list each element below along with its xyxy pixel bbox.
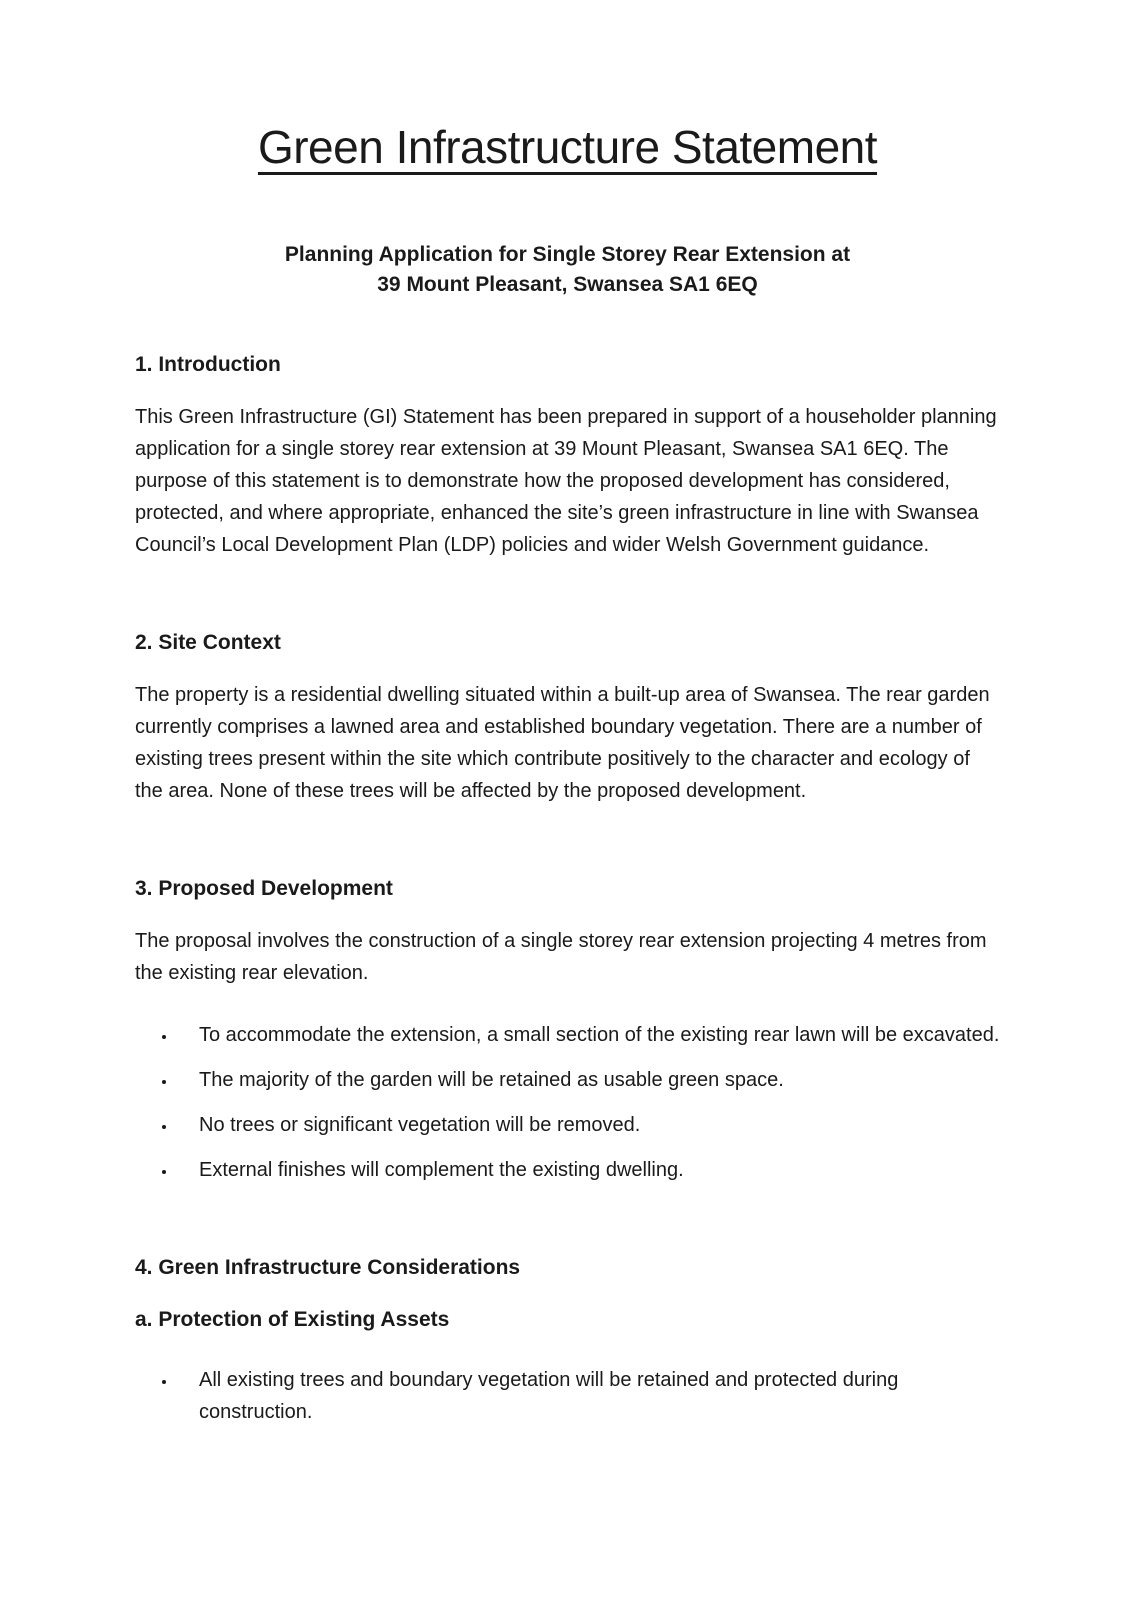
bullet-item: • To accommodate the extension, a small section of the existing rear lawn will be excavated.: [177, 1019, 1000, 1051]
bullet-item: • No trees or significant vegetation will be removed.: [177, 1109, 1000, 1141]
section-heading: 4. Green Infrastructure Considerations: [135, 1255, 521, 1279]
section-heading: 1. Introduction: [135, 352, 281, 376]
bullet-list: [135, 1019, 1000, 1186]
bullet-item: • All existing trees and boundary vegetation will be retained and protected during construction.: [177, 1364, 1000, 1428]
document-body: [135, 351, 1000, 1428]
sub-section-heading: a. Protection of Existing Assets: [135, 1307, 450, 1331]
subtitle-line-1: Planning Application for Single Storey Rear Extension at: [284, 242, 851, 266]
section-heading: 2. Site Context: [135, 630, 281, 654]
bullet-item: • External finishes will complement the existing dwelling.: [177, 1154, 1000, 1186]
body-paragraph: The property is a residential dwelling situated within a built-up area of Swansea. The rear garden currently comprises a lawned area and established boundary vegetation. There are a number of existing trees present within the site which contribute positively to the character and ecology of the area. None of these trees will be affected by the proposed development.: [135, 683, 990, 802]
document-subtitle: [135, 240, 1000, 300]
body-paragraph: The proposal involves the construction of a single storey rear extension projecting 4 metres from the existing rear elevation.: [135, 929, 987, 984]
section-heading: 3. Proposed Development: [135, 876, 393, 900]
body-paragraph: This Green Infrastructure (GI) Statement has been prepared in support of a householder planning application for a single storey rear extension at 39 Mount Pleasant, Swansea SA1 6EQ. The purpose of this statement is to demonstrate how the proposed development has considered, protected, and where appropriate, enhanced the site’s green infrastructure in line with Swansea Council’s Local Development Plan (LDP) policies and wider Welsh Government guidance.: [135, 405, 997, 556]
document-title: Green Infrastructure Statement: [257, 121, 878, 173]
subtitle-line-2: 39 Mount Pleasant, Swansea SA1 6EQ: [377, 272, 758, 296]
bullet-list: [135, 1364, 1000, 1428]
bullet-item: • The majority of the garden will be retained as usable green space.: [177, 1064, 1000, 1096]
